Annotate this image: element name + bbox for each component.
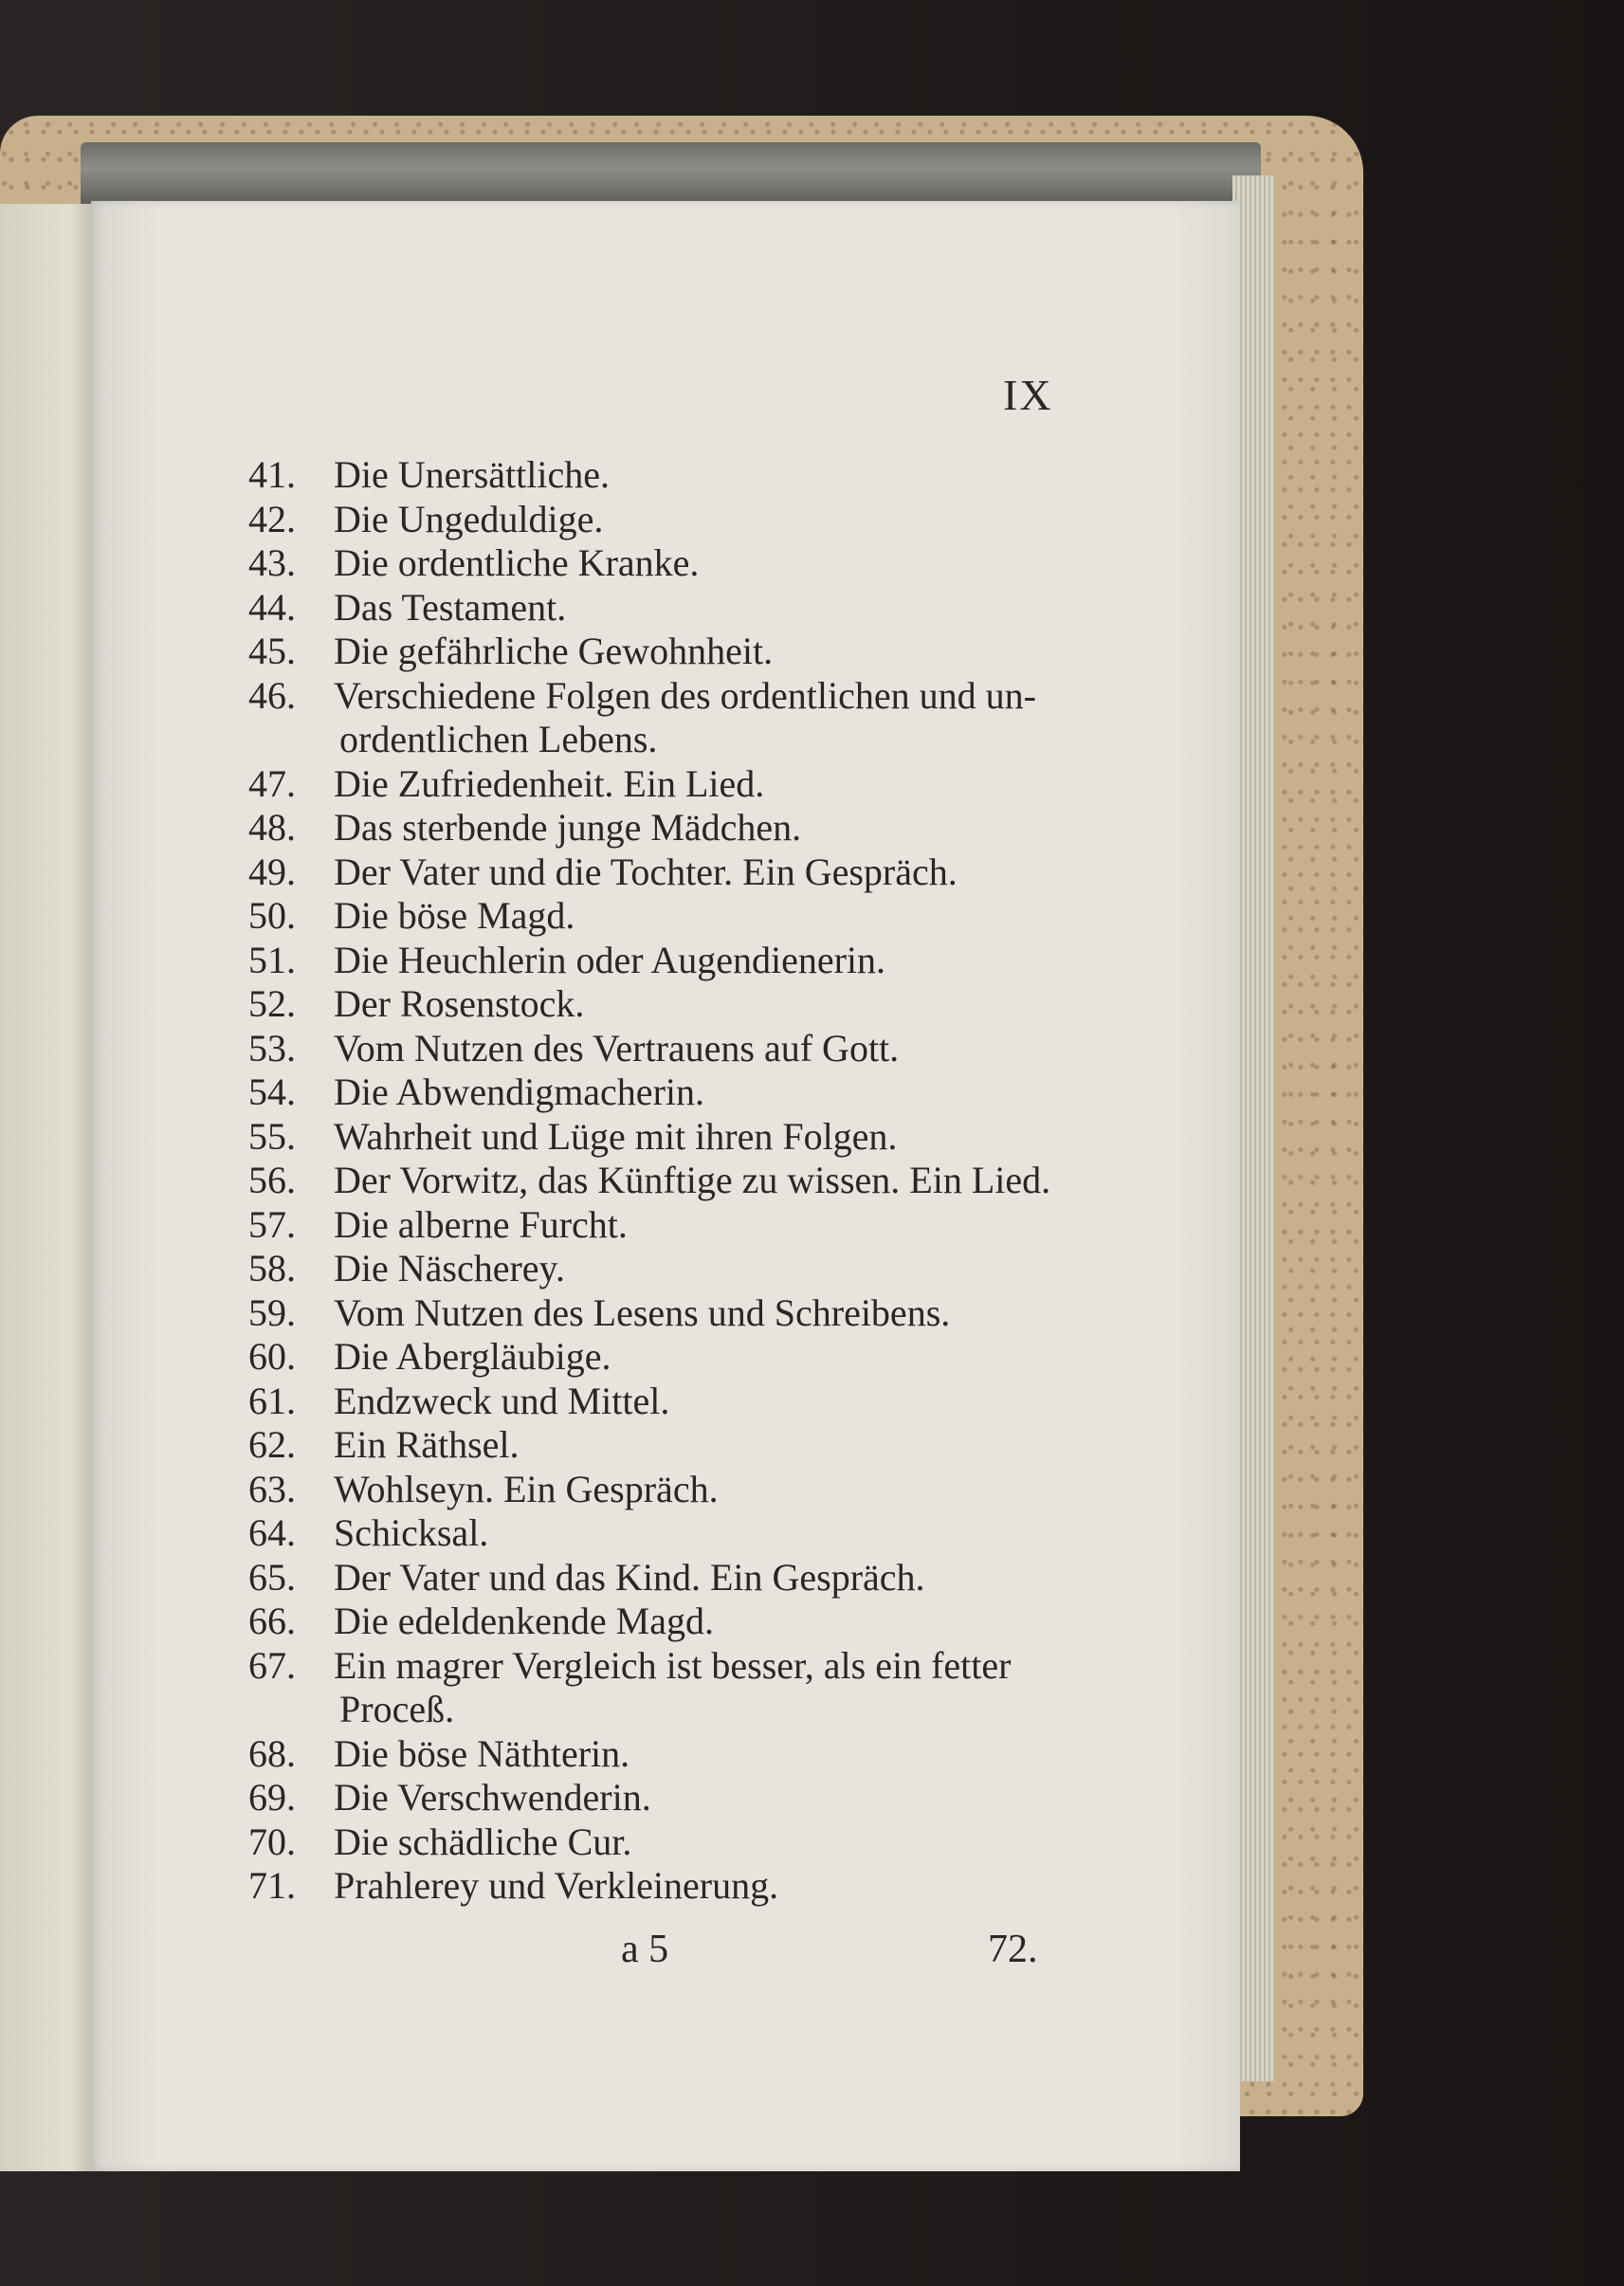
entry-number: 58. <box>248 1247 296 1289</box>
toc-entry <box>248 1027 1064 1071</box>
entry-number: 68. <box>248 1731 296 1775</box>
toc-entry <box>248 1644 1064 1732</box>
entry-title: Die Unersättliche. <box>334 453 610 496</box>
toc-entry <box>248 1423 1064 1468</box>
entry-title: Das sterbende junge Mädchen. <box>334 806 802 849</box>
toc-entry <box>248 762 1064 807</box>
entry-title: Die Abwendigmacherin. <box>334 1070 704 1113</box>
toc-entry <box>248 1070 1064 1115</box>
toc-entry <box>248 1247 1064 1291</box>
entry-number: 67. <box>248 1643 296 1687</box>
toc-entry <box>248 1203 1064 1248</box>
entry-title: Die Ungeduldige. <box>334 497 604 540</box>
entry-number: 41. <box>248 453 296 496</box>
entry-title-continuation: Proceß. <box>339 1688 455 1730</box>
toc-entry <box>248 1511 1064 1556</box>
entry-number: 48. <box>248 806 296 849</box>
entry-title: Die Heuchlerin oder Augendienerin. <box>334 938 886 981</box>
entry-title: Vom Nutzen des Lesens und Schreibens. <box>334 1290 951 1334</box>
toc-entry <box>248 1115 1064 1160</box>
toc-entry <box>248 541 1064 586</box>
entry-number: 43. <box>248 541 296 584</box>
toc-entry <box>248 939 1064 983</box>
entry-number: 66. <box>248 1600 296 1642</box>
toc-entry <box>248 453 1064 498</box>
toc-entry <box>248 1468 1064 1512</box>
entry-title: Die böse Näthterin. <box>334 1731 630 1775</box>
toc-entry <box>248 630 1064 674</box>
toc-entry <box>248 1820 1064 1865</box>
entry-title: Der Vater und die Tochter. Ein Gespräch. <box>334 850 958 893</box>
toc-entry <box>248 1556 1064 1600</box>
entry-title: Die schädliche Cur. <box>334 1820 632 1863</box>
entry-number: 56. <box>248 1159 296 1201</box>
entry-number: 64. <box>248 1511 296 1554</box>
entry-number: 44. <box>248 585 296 629</box>
toc-entry <box>248 674 1064 762</box>
entry-number: 69. <box>248 1776 296 1819</box>
entry-number: 51. <box>248 938 296 981</box>
page-number: IX <box>1003 371 1053 419</box>
entry-title: Die gefährliche Gewohnheit. <box>334 630 774 672</box>
entry-title: Schicksal. <box>334 1511 489 1554</box>
left-page-fragment <box>0 204 99 2171</box>
entry-title: Das Testament. <box>334 585 567 629</box>
entry-number: 59. <box>248 1290 296 1334</box>
toc-entry <box>248 1776 1064 1820</box>
table-of-contents <box>248 453 1064 1909</box>
entry-title: Prahlerey und Verkleinerung. <box>334 1864 779 1907</box>
toc-entry <box>248 1159 1064 1203</box>
entry-title: Endzweck und Mittel. <box>334 1379 670 1422</box>
entry-title: Wahrheit und Lüge mit ihren Folgen. <box>334 1114 898 1158</box>
toc-entry <box>248 894 1064 939</box>
entry-number: 52. <box>248 982 296 1025</box>
entry-number: 70. <box>248 1820 296 1863</box>
entry-number: 46. <box>248 673 296 717</box>
entry-title: Die Abergläubige. <box>334 1335 611 1378</box>
toc-entry <box>248 1732 1064 1777</box>
entry-number: 49. <box>248 850 296 893</box>
toc-entry <box>248 806 1064 850</box>
entry-number: 53. <box>248 1026 296 1070</box>
entry-number: 65. <box>248 1555 296 1599</box>
entry-title: Verschiedene Folgen des ordentlichen und un- <box>334 673 1036 717</box>
entry-number: 45. <box>248 630 296 672</box>
entry-title: Die Näscherey. <box>334 1247 565 1289</box>
entry-number: 60. <box>248 1335 296 1378</box>
entry-number: 50. <box>248 894 296 937</box>
entry-number: 55. <box>248 1114 296 1158</box>
entry-number: 61. <box>248 1379 296 1422</box>
entry-title: Der Vorwitz, das Künftige zu wissen. Ein Lied. <box>334 1159 1051 1201</box>
toc-entry <box>248 1380 1064 1424</box>
entry-number: 71. <box>248 1864 296 1907</box>
entry-title: Der Rosenstock. <box>334 982 585 1025</box>
toc-entry <box>248 1335 1064 1380</box>
toc-entry <box>248 586 1064 631</box>
signature-mark: a 5 <box>621 1928 669 1971</box>
entry-title: Der Vater und das Kind. Ein Gespräch. <box>334 1555 925 1599</box>
entry-title: Die edeldenkende Magd. <box>334 1600 714 1642</box>
entry-number: 57. <box>248 1202 296 1246</box>
entry-title: Die Zufriedenheit. Ein Lied. <box>334 761 765 805</box>
entry-number: 63. <box>248 1467 296 1510</box>
catchword: 72. <box>988 1928 1038 1971</box>
page-top-edges <box>81 142 1261 209</box>
toc-entry <box>248 498 1064 542</box>
entry-title: Die böse Magd. <box>334 894 575 937</box>
entry-title: Ein Räthsel. <box>334 1423 520 1466</box>
toc-entry <box>248 1600 1064 1644</box>
entry-number: 54. <box>248 1070 296 1113</box>
entry-number: 62. <box>248 1423 296 1466</box>
toc-entry <box>248 850 1064 895</box>
entry-title: Vom Nutzen des Vertrauens auf Gott. <box>334 1026 900 1070</box>
entry-number: 42. <box>248 497 296 540</box>
entry-number: 47. <box>248 761 296 805</box>
entry-title: Wohlseyn. Ein Gespräch. <box>334 1467 719 1510</box>
entry-title: Ein magrer Vergleich ist besser, als ein fetter <box>334 1643 1012 1687</box>
entry-title: Die Verschwenderin. <box>334 1776 651 1819</box>
entry-title: Die ordentliche Kranke. <box>334 541 700 584</box>
toc-entry <box>248 982 1064 1027</box>
entry-title: Die alberne Furcht. <box>334 1202 628 1246</box>
toc-entry <box>248 1291 1064 1336</box>
toc-entry <box>248 1864 1064 1909</box>
entry-title-continuation: ordentlichen Lebens. <box>339 718 658 760</box>
